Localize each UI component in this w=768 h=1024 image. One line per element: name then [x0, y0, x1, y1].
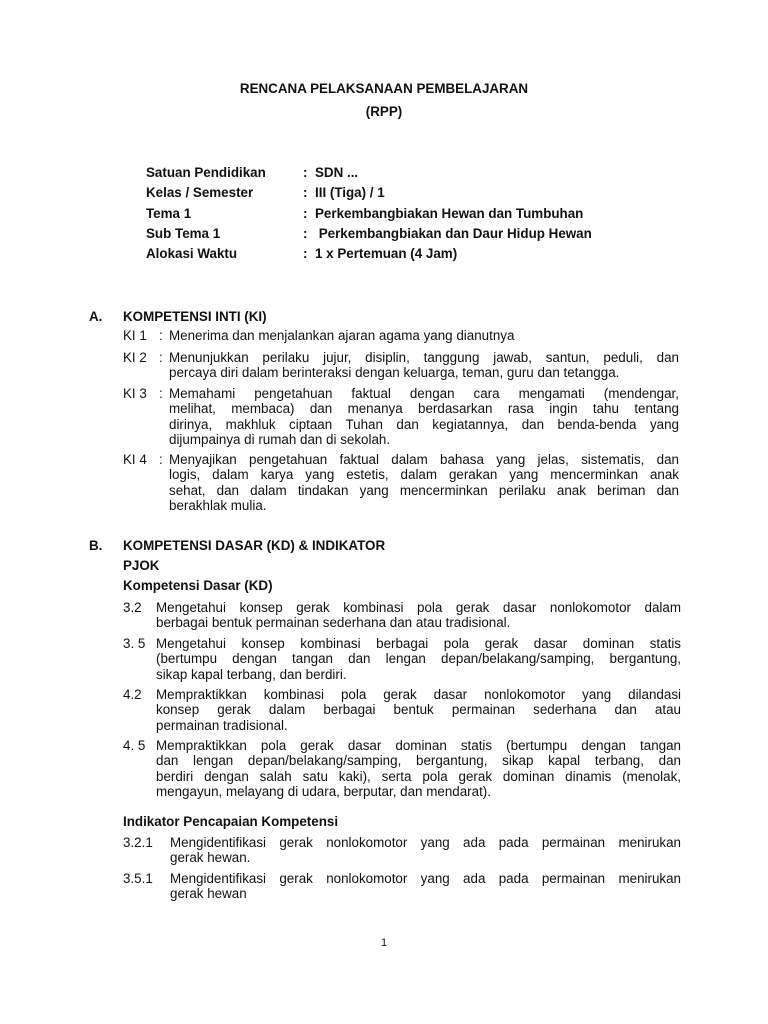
ki-code: KI 3: [123, 386, 147, 401]
ki-text: Memahami pengetahuan faktual dengan cara mengamati (mendengar, melihat, membaca) dan menanya berdasarkan rasa ingin tahu tentang dirinya, makhluk ciptaan Tuhan dan kegiatannya, dan benda-benda yang dijumpainya di rumah dan di sekolah.: [169, 386, 679, 447]
kd-text: Mempraktikkan kombinasi pola gerak dasar nonlokomotor yang dilandasi konsep gerak dalam berbagai bentuk permainan sederhana dan atau permainan tradisional.: [156, 687, 681, 733]
ki-text: Menunjukkan perilaku jujur, disiplin, tanggung jawab, santun, peduli, dan percaya diri dalam berinteraksi dengan keluarga, teman, guru dan tetangga.: [169, 350, 679, 381]
info-value: Perkembangbiakan dan Daur Hidup Hewan: [315, 226, 592, 241]
kd-number: 4. 5: [123, 738, 146, 753]
document-title: RENCANA PELAKSANAAN PEMBELAJARAN: [239, 81, 529, 96]
kd-number: 3. 5: [123, 636, 146, 651]
indicator-number: 3.5.1: [123, 871, 153, 886]
ki-code: KI 4: [123, 452, 147, 467]
info-colon: :: [303, 246, 308, 261]
ki-colon: :: [159, 350, 163, 365]
section-letter: B.: [89, 538, 103, 553]
ki-colon: :: [159, 452, 163, 467]
info-label: Alokasi Waktu: [146, 246, 238, 261]
indicator-number: 3.2.1: [123, 835, 153, 850]
indicator-text: Mengidentifikasi gerak nonlokomotor yang ada pada permainan menirukan gerak hewan: [170, 871, 681, 902]
page-number: 1: [380, 937, 388, 949]
ki-colon: :: [159, 328, 163, 343]
info-value: III (Tiga) / 1: [315, 185, 385, 200]
info-label: Sub Tema 1: [146, 226, 221, 241]
ki-code: KI 1: [123, 328, 147, 343]
section-letter: A.: [89, 309, 103, 324]
info-colon: :: [303, 185, 308, 200]
info-label: Satuan Pendidikan: [146, 165, 266, 180]
info-colon: :: [303, 165, 308, 180]
ki-code: KI 2: [123, 350, 147, 365]
info-value: 1 x Pertemuan (4 Jam): [315, 246, 458, 261]
info-value: Perkembangbiakan Hewan dan Tumbuhan: [315, 206, 584, 221]
ki-text: Menyajikan pengetahuan faktual dalam bahasa yang jelas, sistematis, dan logis, dalam karya yang estetis, dalam gerakan yang mencerminkan anak sehat, dan dalam tindakan yang mencerminkan perilaku anak beriman dan berakhlak mulia.: [169, 452, 679, 513]
kd-text: Mengetahui konsep kombinasi berbagai pola gerak dasar dominan statis (bertumpu dengan tangan dan lengan depan/belakang/samping, bergantung, sikap kapal terbang, dan berdiri.: [156, 636, 681, 682]
kd-text: Mempraktikkan pola gerak dasar dominan statis (bertumpu dengan tangan dan lengan depan/belakang/samping, bergantung, sikap kapal terbang, dan berdiri dengan salah satu kaki), serta pola gerak dominan dinamis (menolak, mengayun, melayang di udara, berputar, dan mendarat).: [156, 738, 681, 799]
ki-colon: :: [159, 386, 163, 401]
document-subtitle: (RPP): [365, 104, 403, 119]
ki-text: Menerima dan menjalankan ajaran agama yang dianutnya: [169, 328, 515, 343]
kd-heading: Kompetensi Dasar (KD): [123, 578, 273, 593]
info-label: Kelas / Semester: [146, 185, 254, 200]
section-title: KOMPETENSI DASAR (KD) & INDIKATOR: [123, 538, 386, 553]
info-value: SDN ...: [315, 165, 359, 180]
info-label: Tema 1: [146, 206, 192, 221]
info-colon: :: [303, 206, 308, 221]
subject-heading: PJOK: [123, 558, 160, 573]
kd-number: 4.2: [123, 687, 142, 702]
kd-text: Mengetahui konsep gerak kombinasi pola gerak dasar nonlokomotor dalam berbagai bentuk permainan sederhana dan atau tradisional.: [156, 600, 681, 631]
section-title: KOMPETENSI INTI (KI): [123, 309, 267, 324]
kd-number: 3.2: [123, 600, 142, 615]
indicator-text: Mengidentifikasi gerak nonlokomotor yang ada pada permainan menirukan gerak hewan.: [170, 835, 681, 866]
info-colon: :: [303, 226, 308, 241]
indicator-heading: Indikator Pencapaian Kompetensi: [123, 814, 339, 829]
